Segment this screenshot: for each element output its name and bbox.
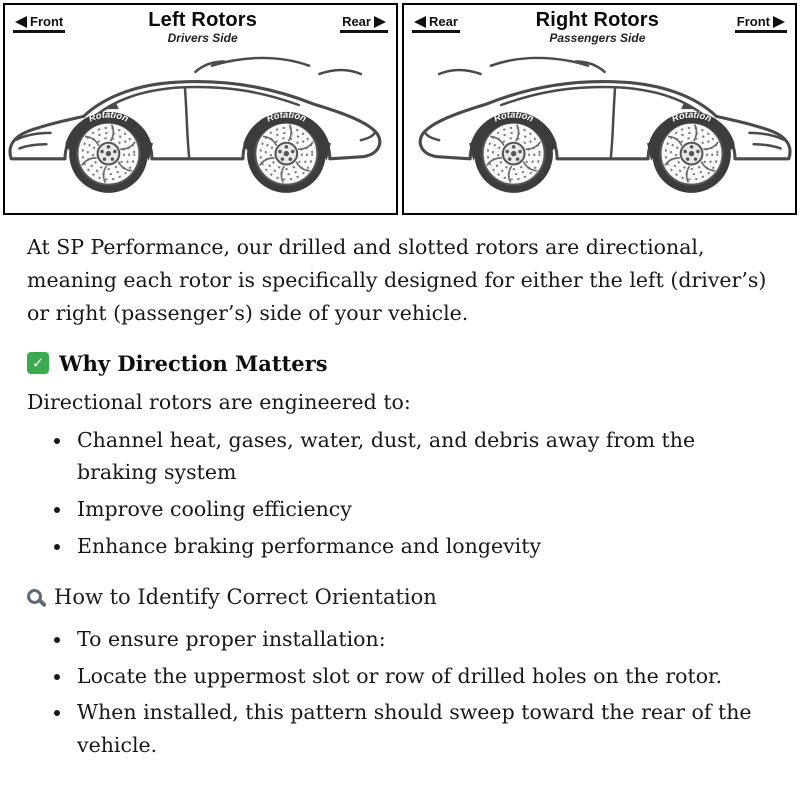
right-rotors-panel (402, 3, 797, 215)
panel-title: Left Rotors (148, 9, 258, 31)
arrow-right-icon (374, 16, 386, 28)
direction-text: Front (30, 14, 64, 29)
direction-text: Front (736, 14, 770, 29)
arrow-left-icon (15, 16, 27, 28)
arrow-right-icon (773, 16, 785, 28)
rotation-label: Rotation (265, 109, 308, 124)
heading-text: How to Identify Correct Orientation (54, 584, 437, 609)
rotation-label: Rotation (87, 109, 130, 124)
article-body (0, 215, 800, 762)
check-glyph: ✓ (31, 354, 45, 373)
heading-identify-orientation (27, 585, 773, 609)
list-item: • Locate the uppermost slot or row of drilled holes on the rotor. (73, 660, 773, 693)
direction-label-front-left (13, 14, 65, 33)
list-item: • When installed, this pattern should sweep toward the rear of the vehicle. (73, 696, 773, 762)
left-rotors-panel (3, 3, 398, 215)
panel-subtitle: Drivers Side (167, 31, 238, 45)
direction-label-front-right (735, 14, 787, 33)
right-panel-header (404, 5, 795, 45)
intro-paragraph: At SP Performance, our drilled and slotted rotors are directional, meaning each rotor is specifically designed for either the left (driver’s) or right (passenger’s) side of your vehicle. (27, 235, 767, 326)
direction-label-rear-left (340, 14, 388, 33)
heading-why-direction-matters (27, 351, 773, 376)
car-illustration-left (5, 45, 396, 208)
left-panel-header (5, 5, 396, 45)
panel-title: Right Rotors (535, 9, 660, 31)
rotation-label: Rotation (670, 109, 713, 124)
list-item: • To ensure proper installation: (73, 623, 773, 656)
rotor-direction-diagram (0, 0, 800, 215)
panel-subtitle: Passengers Side (549, 31, 646, 45)
rotation-label: Rotation (492, 109, 536, 124)
direction-text: Rear (342, 14, 371, 29)
direction-label-rear-right (412, 14, 460, 33)
section1-lead: Directional rotors are engineered to: (27, 389, 411, 414)
heading-text: Why Direction Matters (59, 350, 328, 376)
list-item: • Improve cooling efficiency (73, 493, 773, 526)
list-item: • Channel heat, gases, water, dust, and debris away from the braking system (73, 424, 773, 490)
section2-bullet-list (27, 623, 773, 762)
check-icon (27, 352, 49, 374)
car-illustration-right (404, 45, 795, 208)
magnifier-icon (27, 589, 42, 604)
right-panel-titles (536, 10, 660, 45)
left-panel-titles (148, 10, 257, 45)
list-item: • Enhance braking performance and longevity (73, 530, 773, 563)
section1-bullet-list (27, 424, 773, 563)
direction-text: Rear (429, 14, 458, 29)
arrow-left-icon (414, 16, 426, 28)
